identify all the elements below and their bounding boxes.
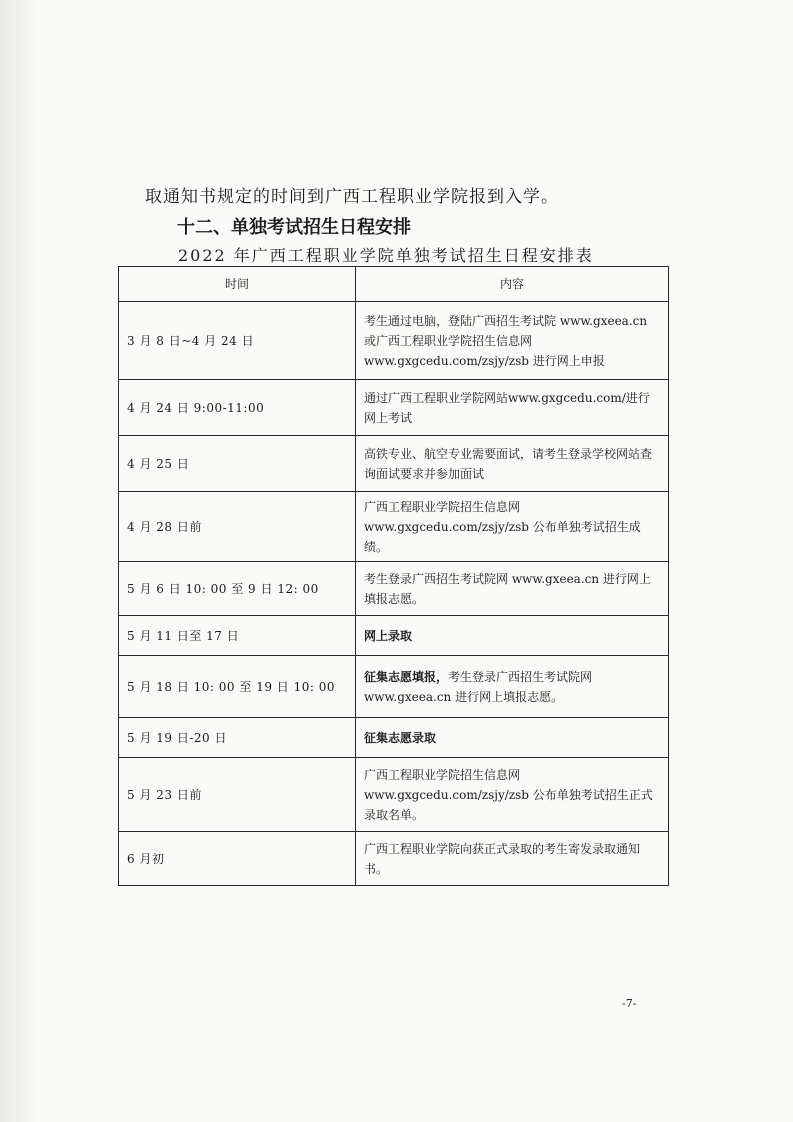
row-text: 广西工程职业学院招生信息网 www.gxgcedu.com/zsjy/zsb 公布单独考试招生正式录取名单。 — [364, 767, 653, 822]
table-row — [119, 492, 669, 562]
row-lead: 网上录取 — [364, 628, 413, 643]
row-content — [356, 302, 669, 380]
row-content — [356, 492, 669, 562]
table-row — [119, 718, 669, 758]
row-time: 5 月 6 日 10: 00 至 9 日 12: 00 — [119, 562, 356, 616]
table-row — [119, 562, 669, 616]
row-content — [356, 562, 669, 616]
section-heading: 十二、单独考试招生日程安排 — [177, 217, 411, 238]
row-lead: 征集志愿录取 — [364, 730, 437, 745]
row-time: 5 月 19 日-20 日 — [119, 718, 356, 758]
row-text: 考生登录广西招生考试院网 www.gxeea.cn 进行网上填报志愿。 — [364, 669, 593, 704]
table-row — [119, 832, 669, 886]
row-text: 考生登录广西招生考试院网 www.gxeea.cn 进行网上填报志愿。 — [364, 571, 651, 606]
table-row — [119, 758, 669, 832]
intro-paragraph-line: 取通知书规定的时间到广西工程职业学院报到入学。 — [145, 187, 559, 207]
scan-shadow — [0, 0, 40, 1122]
page-number: -7- — [622, 997, 637, 1010]
row-text: 高铁专业、航空专业需要面试，请考生登录学校网站查询面试要求并参加面试 — [364, 446, 653, 481]
row-lead: 征集志愿填报， — [364, 669, 449, 684]
table-row — [119, 302, 669, 380]
row-time: 5 月 23 日前 — [119, 758, 356, 832]
row-time: 6 月初 — [119, 832, 356, 886]
table-row — [119, 380, 669, 436]
header-content: 内容 — [356, 267, 669, 302]
row-text: 广西工程职业学院向获正式录取的考生寄发录取通知书。 — [364, 841, 641, 876]
row-text: 考生通过电脑，登陆广西招生考试院 www.gxeea.cn 或广西工程职业学院招生信息网 www.gxgcedu.com/zsjy/zsb 进行网上申报 — [364, 313, 648, 368]
table-header-row — [119, 267, 669, 302]
header-time: 时间 — [119, 267, 356, 302]
row-time: 4 月 24 日 9:00-11:00 — [119, 380, 356, 436]
row-time: 3 月 8 日~4 月 24 日 — [119, 302, 356, 380]
row-content — [356, 436, 669, 492]
table-row — [119, 616, 669, 656]
table-title: 2022 年广西工程职业学院单独考试招生日程安排表 — [178, 246, 594, 265]
row-time: 5 月 11 日至 17 日 — [119, 616, 356, 656]
row-content — [356, 616, 669, 656]
row-content — [356, 758, 669, 832]
table-row — [119, 656, 669, 718]
row-content — [356, 380, 669, 436]
row-time: 4 月 28 日前 — [119, 492, 356, 562]
schedule-table — [118, 266, 669, 886]
row-time: 4 月 25 日 — [119, 436, 356, 492]
row-time: 5 月 18 日 10: 00 至 19 日 10: 00 — [119, 656, 356, 718]
table-row — [119, 436, 669, 492]
row-text: 广西工程职业学院招生信息网 www.gxgcedu.com/zsjy/zsb 公布单独考试招生成绩。 — [364, 499, 641, 554]
row-text: 通过广西工程职业学院网站www.gxgcedu.com/进行网上考试 — [364, 390, 650, 425]
row-content — [356, 832, 669, 886]
row-content — [356, 656, 669, 718]
row-content — [356, 718, 669, 758]
